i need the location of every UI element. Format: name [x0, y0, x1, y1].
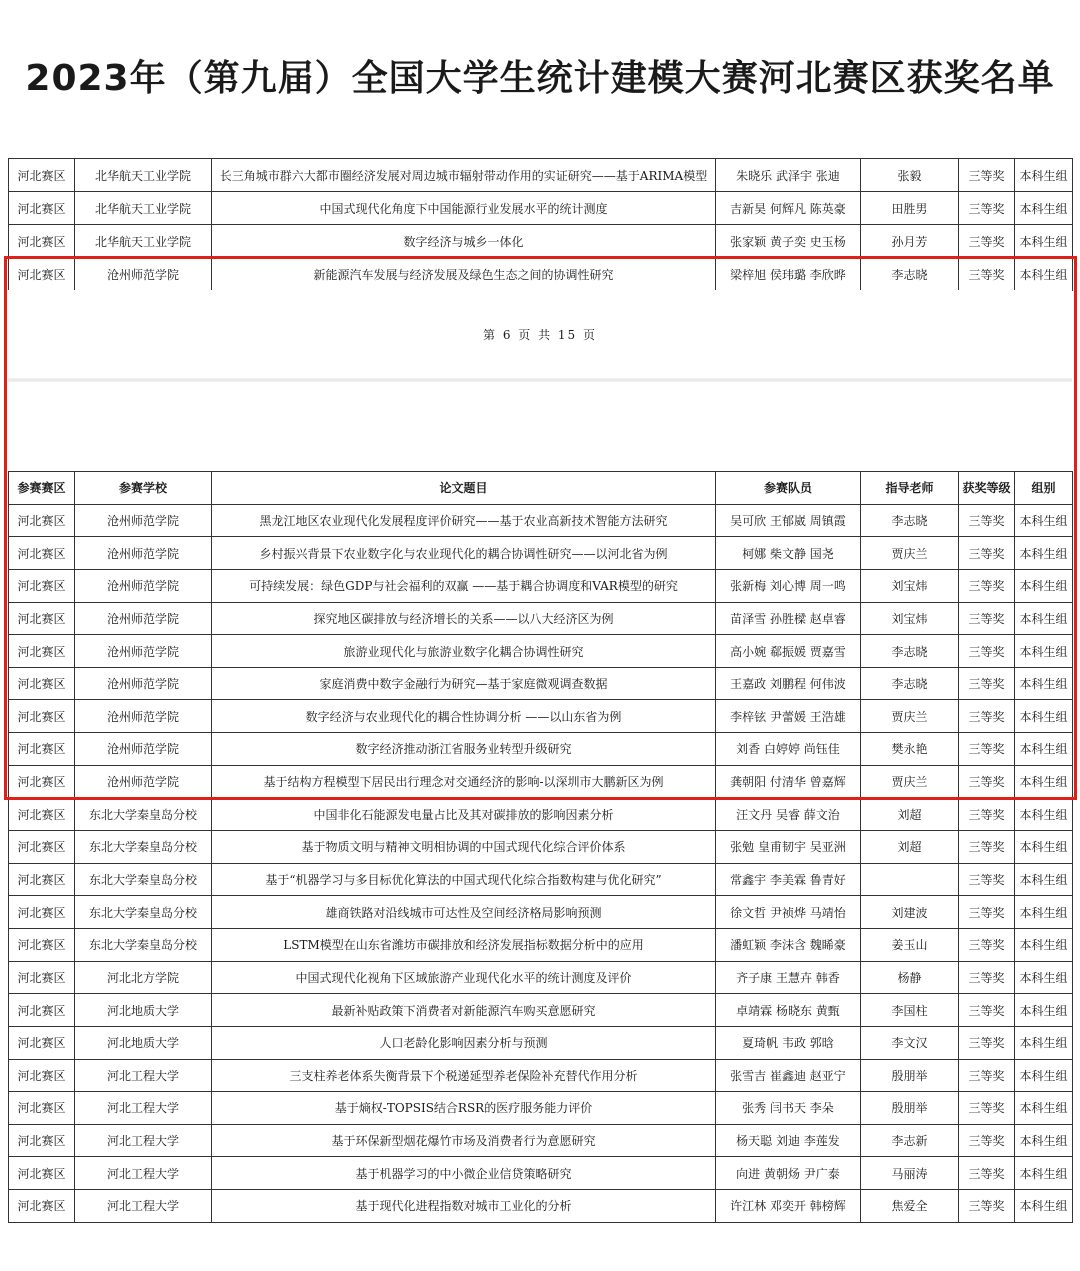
cell-group: 本科生组 — [1015, 798, 1073, 831]
cell-paper-title: 最新补贴政策下消费者对新能源汽车购买意愿研究 — [212, 994, 716, 1027]
cell-award-level: 三等奖 — [959, 225, 1015, 258]
table-row — [9, 928, 1073, 961]
header-school: 参赛学校 — [75, 472, 212, 505]
cell-region: 河北赛区 — [9, 831, 75, 864]
cell-school: 沧州师范学院 — [75, 700, 212, 733]
header-team-members: 参赛队员 — [716, 472, 861, 505]
cell-school: 北华航天工业学院 — [75, 159, 212, 192]
cell-region: 河北赛区 — [9, 798, 75, 831]
cell-team-members: 王嘉政 刘鹏程 何伟波 — [716, 667, 861, 700]
cell-group: 本科生组 — [1015, 1190, 1073, 1223]
cell-team-members: 张雪吉 崔鑫迪 赵亚宁 — [716, 1059, 861, 1092]
cell-group: 本科生组 — [1015, 896, 1073, 929]
cell-advisor: 田胜男 — [861, 192, 959, 225]
header-award-level: 获奖等级 — [959, 472, 1015, 505]
cell-advisor: 杨静 — [861, 961, 959, 994]
table-row — [9, 1157, 1073, 1190]
cell-school: 河北工程大学 — [75, 1092, 212, 1125]
award-table-bottom-body — [9, 504, 1073, 1222]
cell-team-members: 苗泽雪 孙胜樑 赵卓睿 — [716, 602, 861, 635]
cell-award-level: 三等奖 — [959, 700, 1015, 733]
cell-team-members: 张新梅 刘心博 周一鸣 — [716, 569, 861, 602]
cell-paper-title: 数字经济与城乡一体化 — [212, 225, 716, 258]
cell-region: 河北赛区 — [9, 961, 75, 994]
cell-group: 本科生组 — [1015, 667, 1073, 700]
table-row — [9, 602, 1073, 635]
cell-region: 河北赛区 — [9, 1190, 75, 1223]
cell-advisor: 李志晓 — [861, 635, 959, 668]
cell-advisor: 姜玉山 — [861, 928, 959, 961]
table-row — [9, 1026, 1073, 1059]
cell-region: 河北赛区 — [9, 863, 75, 896]
cell-region: 河北赛区 — [9, 602, 75, 635]
cell-region: 河北赛区 — [9, 994, 75, 1027]
cell-award-level: 三等奖 — [959, 1026, 1015, 1059]
table-row — [9, 537, 1073, 570]
cell-advisor: 刘超 — [861, 798, 959, 831]
table-row — [9, 225, 1073, 258]
cell-group: 本科生组 — [1015, 159, 1073, 192]
cell-group: 本科生组 — [1015, 635, 1073, 668]
cell-region: 河北赛区 — [9, 192, 75, 225]
cell-award-level: 三等奖 — [959, 1190, 1015, 1223]
cell-advisor: 殷朋举 — [861, 1059, 959, 1092]
table-row — [9, 1059, 1073, 1092]
cell-group: 本科生组 — [1015, 1092, 1073, 1125]
cell-paper-title: 数字经济与农业现代化的耦合性协调分析 ——以山东省为例 — [212, 700, 716, 733]
cell-region: 河北赛区 — [9, 635, 75, 668]
cell-school: 东北大学秦皇岛分校 — [75, 831, 212, 864]
cell-award-level: 三等奖 — [959, 928, 1015, 961]
cell-paper-title: 基于“机器学习与多目标优化算法的中国式现代化综合指数构建与优化研究” — [212, 863, 716, 896]
cell-school: 河北工程大学 — [75, 1157, 212, 1190]
cell-award-level: 三等奖 — [959, 765, 1015, 798]
cell-advisor: 马丽涛 — [861, 1157, 959, 1190]
cell-award-level: 三等奖 — [959, 159, 1015, 192]
cell-advisor: 李志新 — [861, 1124, 959, 1157]
cell-group: 本科生组 — [1015, 700, 1073, 733]
table-row — [9, 961, 1073, 994]
cell-team-members: 吴可欣 王郁崴 周镇霞 — [716, 504, 861, 537]
cell-team-members: 吉新昊 何辉凡 陈英豪 — [716, 192, 861, 225]
cell-region: 河北赛区 — [9, 667, 75, 700]
table-row — [9, 994, 1073, 1027]
cell-advisor: 贾庆兰 — [861, 700, 959, 733]
cell-paper-title: 基于物质文明与精神文明相协调的中国式现代化综合评价体系 — [212, 831, 716, 864]
table-row — [9, 798, 1073, 831]
cell-group: 本科生组 — [1015, 928, 1073, 961]
cell-region: 河北赛区 — [9, 1026, 75, 1059]
cell-paper-title: 基于机器学习的中小微企业信贷策略研究 — [212, 1157, 716, 1190]
table-row — [9, 1092, 1073, 1125]
cell-group: 本科生组 — [1015, 258, 1073, 291]
table-row — [9, 667, 1073, 700]
table-row — [9, 504, 1073, 537]
cell-school: 东北大学秦皇岛分校 — [75, 928, 212, 961]
cell-advisor: 李志晓 — [861, 504, 959, 537]
cell-paper-title: 基于现代化进程指数对城市工业化的分析 — [212, 1190, 716, 1223]
cell-school: 沧州师范学院 — [75, 504, 212, 537]
cell-award-level: 三等奖 — [959, 602, 1015, 635]
cell-award-level: 三等奖 — [959, 635, 1015, 668]
cell-team-members: 常鑫宇 李美霖 鲁青好 — [716, 863, 861, 896]
cell-group: 本科生组 — [1015, 765, 1073, 798]
cell-region: 河北赛区 — [9, 700, 75, 733]
cell-region: 河北赛区 — [9, 159, 75, 192]
cell-paper-title: 三支柱养老体系失衡背景下个税递延型养老保险补充替代作用分析 — [212, 1059, 716, 1092]
cell-paper-title: 探究地区碳排放与经济增长的关系——以八大经济区为例 — [212, 602, 716, 635]
cell-award-level: 三等奖 — [959, 994, 1015, 1027]
cell-group: 本科生组 — [1015, 1124, 1073, 1157]
cell-team-members: 卓靖霖 杨晓东 黄甄 — [716, 994, 861, 1027]
cell-school: 东北大学秦皇岛分校 — [75, 896, 212, 929]
cell-region: 河北赛区 — [9, 765, 75, 798]
cell-paper-title: 长三角城市群六大都市圈经济发展对周边城市辐射带动作用的实证研究——基于ARIMA模型 — [212, 159, 716, 192]
page-divider — [8, 378, 1072, 382]
cell-award-level: 三等奖 — [959, 1092, 1015, 1125]
cell-school: 沧州师范学院 — [75, 635, 212, 668]
table-row — [9, 159, 1073, 192]
cell-paper-title: 人口老龄化影响因素分析与预测 — [212, 1026, 716, 1059]
cell-paper-title: 基于结构方程模型下居民出行理念对交通经济的影响-以深圳市大鹏新区为例 — [212, 765, 716, 798]
cell-group: 本科生组 — [1015, 831, 1073, 864]
cell-school: 沧州师范学院 — [75, 765, 212, 798]
cell-advisor: 李志晓 — [861, 667, 959, 700]
table-row — [9, 700, 1073, 733]
cell-advisor: 张毅 — [861, 159, 959, 192]
cell-advisor: 刘超 — [861, 831, 959, 864]
cell-paper-title: 雄商铁路对沿线城市可达性及空间经济格局影响预测 — [212, 896, 716, 929]
cell-paper-title: 基于熵权-TOPSIS结合RSR的医疗服务能力评价 — [212, 1092, 716, 1125]
cell-team-members: 徐文哲 尹祯烨 马靖怡 — [716, 896, 861, 929]
cell-award-level: 三等奖 — [959, 667, 1015, 700]
table-row — [9, 1190, 1073, 1223]
cell-award-level: 三等奖 — [959, 192, 1015, 225]
cell-paper-title: 基于环保新型烟花爆竹市场及消费者行为意愿研究 — [212, 1124, 716, 1157]
cell-advisor: 刘宝炜 — [861, 602, 959, 635]
cell-school: 河北地质大学 — [75, 1026, 212, 1059]
cell-school: 北华航天工业学院 — [75, 192, 212, 225]
cell-group: 本科生组 — [1015, 733, 1073, 766]
cell-award-level: 三等奖 — [959, 798, 1015, 831]
table-row — [9, 192, 1073, 225]
cell-region: 河北赛区 — [9, 504, 75, 537]
cell-team-members: 张家颖 黄子奕 史玉杨 — [716, 225, 861, 258]
cell-advisor — [861, 863, 959, 896]
cell-advisor: 贾庆兰 — [861, 537, 959, 570]
header-region: 参赛赛区 — [9, 472, 75, 505]
cell-advisor: 李文汉 — [861, 1026, 959, 1059]
cell-advisor: 焦爱全 — [861, 1190, 959, 1223]
cell-team-members: 高小婉 郗振媛 贾嘉雪 — [716, 635, 861, 668]
table-row — [9, 863, 1073, 896]
cell-award-level: 三等奖 — [959, 1124, 1015, 1157]
cell-award-level: 三等奖 — [959, 537, 1015, 570]
cell-group: 本科生组 — [1015, 1026, 1073, 1059]
cell-school: 北华航天工业学院 — [75, 225, 212, 258]
cell-region: 河北赛区 — [9, 1124, 75, 1157]
cell-region: 河北赛区 — [9, 733, 75, 766]
table-row — [9, 569, 1073, 602]
cell-award-level: 三等奖 — [959, 863, 1015, 896]
page-break — [8, 290, 1072, 471]
table-row — [9, 635, 1073, 668]
cell-school: 东北大学秦皇岛分校 — [75, 798, 212, 831]
cell-award-level: 三等奖 — [959, 961, 1015, 994]
cell-school: 沧州师范学院 — [75, 602, 212, 635]
cell-paper-title: 旅游业现代化与旅游业数字化耦合协调性研究 — [212, 635, 716, 668]
cell-school: 河北地质大学 — [75, 994, 212, 1027]
header-advisor: 指导老师 — [861, 472, 959, 505]
cell-team-members: 柯娜 柴文静 国尧 — [716, 537, 861, 570]
cell-region: 河北赛区 — [9, 1092, 75, 1125]
cell-team-members: 刘香 白婷婷 尚钰佳 — [716, 733, 861, 766]
award-table-bottom — [8, 471, 1073, 1223]
cell-school: 沧州师范学院 — [75, 537, 212, 570]
cell-school: 河北工程大学 — [75, 1124, 212, 1157]
cell-award-level: 三等奖 — [959, 569, 1015, 602]
cell-group: 本科生组 — [1015, 537, 1073, 570]
cell-school: 沧州师范学院 — [75, 733, 212, 766]
cell-group: 本科生组 — [1015, 192, 1073, 225]
cell-school: 河北北方学院 — [75, 961, 212, 994]
cell-region: 河北赛区 — [9, 225, 75, 258]
page-title: 2023年（第九届）全国大学生统计建模大赛河北赛区获奖名单 — [25, 58, 1055, 99]
cell-team-members: 齐子康 王慧卉 韩香 — [716, 961, 861, 994]
cell-school: 河北工程大学 — [75, 1059, 212, 1092]
page-footer: 第 6 页 共 15 页 — [483, 328, 597, 342]
cell-group: 本科生组 — [1015, 504, 1073, 537]
cell-region: 河北赛区 — [9, 928, 75, 961]
cell-school: 沧州师范学院 — [75, 667, 212, 700]
cell-region: 河北赛区 — [9, 896, 75, 929]
cell-region: 河北赛区 — [9, 1157, 75, 1190]
cell-school: 沧州师范学院 — [75, 258, 212, 291]
cell-group: 本科生组 — [1015, 863, 1073, 896]
cell-paper-title: 黑龙江地区农业现代化发展程度评价研究——基于农业高新技术智能方法研究 — [212, 504, 716, 537]
cell-team-members: 李梓铉 尹蕾媛 王浩雄 — [716, 700, 861, 733]
cell-paper-title: 乡村振兴背景下农业数字化与农业现代化的耦合协调性研究——以河北省为例 — [212, 537, 716, 570]
cell-advisor: 樊永艳 — [861, 733, 959, 766]
table-row — [9, 765, 1073, 798]
cell-paper-title: LSTM模型在山东省潍坊市碳排放和经济发展指标数据分析中的应用 — [212, 928, 716, 961]
cell-team-members: 龚朝阳 付清华 曾嘉辉 — [716, 765, 861, 798]
cell-advisor: 李志晓 — [861, 258, 959, 291]
cell-advisor: 贾庆兰 — [861, 765, 959, 798]
cell-award-level: 三等奖 — [959, 1059, 1015, 1092]
cell-award-level: 三等奖 — [959, 896, 1015, 929]
award-table-top-body — [9, 159, 1073, 291]
cell-award-level: 三等奖 — [959, 504, 1015, 537]
award-table-top — [8, 158, 1073, 291]
cell-team-members: 向进 黄朝炀 尹广泰 — [716, 1157, 861, 1190]
cell-team-members: 杨天聪 刘迪 李莲发 — [716, 1124, 861, 1157]
cell-team-members: 夏琦帆 韦政 郭晗 — [716, 1026, 861, 1059]
cell-paper-title: 新能源汽车发展与经济发展及绿色生态之间的协调性研究 — [212, 258, 716, 291]
cell-region: 河北赛区 — [9, 537, 75, 570]
cell-award-level: 三等奖 — [959, 1157, 1015, 1190]
cell-advisor: 刘建波 — [861, 896, 959, 929]
cell-team-members: 汪文丹 吴睿 薛文治 — [716, 798, 861, 831]
cell-team-members: 朱晓乐 武泽宇 张迪 — [716, 159, 861, 192]
cell-group: 本科生组 — [1015, 1059, 1073, 1092]
header-group: 组别 — [1015, 472, 1073, 505]
table-row — [9, 258, 1073, 291]
cell-group: 本科生组 — [1015, 225, 1073, 258]
cell-team-members: 许江林 邓奕开 韩榜辉 — [716, 1190, 861, 1223]
cell-team-members: 张秀 闫书天 李朵 — [716, 1092, 861, 1125]
table-row — [9, 1124, 1073, 1157]
cell-group: 本科生组 — [1015, 1157, 1073, 1190]
cell-advisor: 孙月芳 — [861, 225, 959, 258]
table-row — [9, 733, 1073, 766]
cell-paper-title: 家庭消费中数字金融行为研究—基于家庭微观调查数据 — [212, 667, 716, 700]
table-row — [9, 896, 1073, 929]
cell-paper-title: 数字经济推动浙江省服务业转型升级研究 — [212, 733, 716, 766]
cell-team-members: 张勉 皇甫韧宇 吴亚洲 — [716, 831, 861, 864]
cell-award-level: 三等奖 — [959, 733, 1015, 766]
cell-group: 本科生组 — [1015, 961, 1073, 994]
cell-award-level: 三等奖 — [959, 258, 1015, 291]
cell-team-members: 梁梓旭 侯玮璐 李欣晔 — [716, 258, 861, 291]
cell-group: 本科生组 — [1015, 569, 1073, 602]
cell-region: 河北赛区 — [9, 569, 75, 602]
cell-paper-title: 可持续发展：绿色GDP与社会福利的双赢 ——基于耦合协调度和VAR模型的研究 — [212, 569, 716, 602]
cell-team-members: 潘虹颖 李沫含 魏睎豪 — [716, 928, 861, 961]
cell-paper-title: 中国非化石能源发电量占比及其对碳排放的影响因素分析 — [212, 798, 716, 831]
cell-advisor: 刘宝炜 — [861, 569, 959, 602]
cell-paper-title: 中国式现代化角度下中国能源行业发展水平的统计测度 — [212, 192, 716, 225]
table-row — [9, 831, 1073, 864]
cell-group: 本科生组 — [1015, 602, 1073, 635]
cell-advisor: 殷朋举 — [861, 1092, 959, 1125]
cell-paper-title: 中国式现代化视角下区域旅游产业现代化水平的统计测度及评价 — [212, 961, 716, 994]
cell-region: 河北赛区 — [9, 1059, 75, 1092]
cell-advisor: 李国柱 — [861, 994, 959, 1027]
cell-group: 本科生组 — [1015, 994, 1073, 1027]
table-header-row — [9, 472, 1073, 505]
cell-region: 河北赛区 — [9, 258, 75, 291]
cell-school: 东北大学秦皇岛分校 — [75, 863, 212, 896]
cell-school: 河北工程大学 — [75, 1190, 212, 1223]
cell-school: 沧州师范学院 — [75, 569, 212, 602]
header-paper-title: 论文题目 — [212, 472, 716, 505]
cell-award-level: 三等奖 — [959, 831, 1015, 864]
